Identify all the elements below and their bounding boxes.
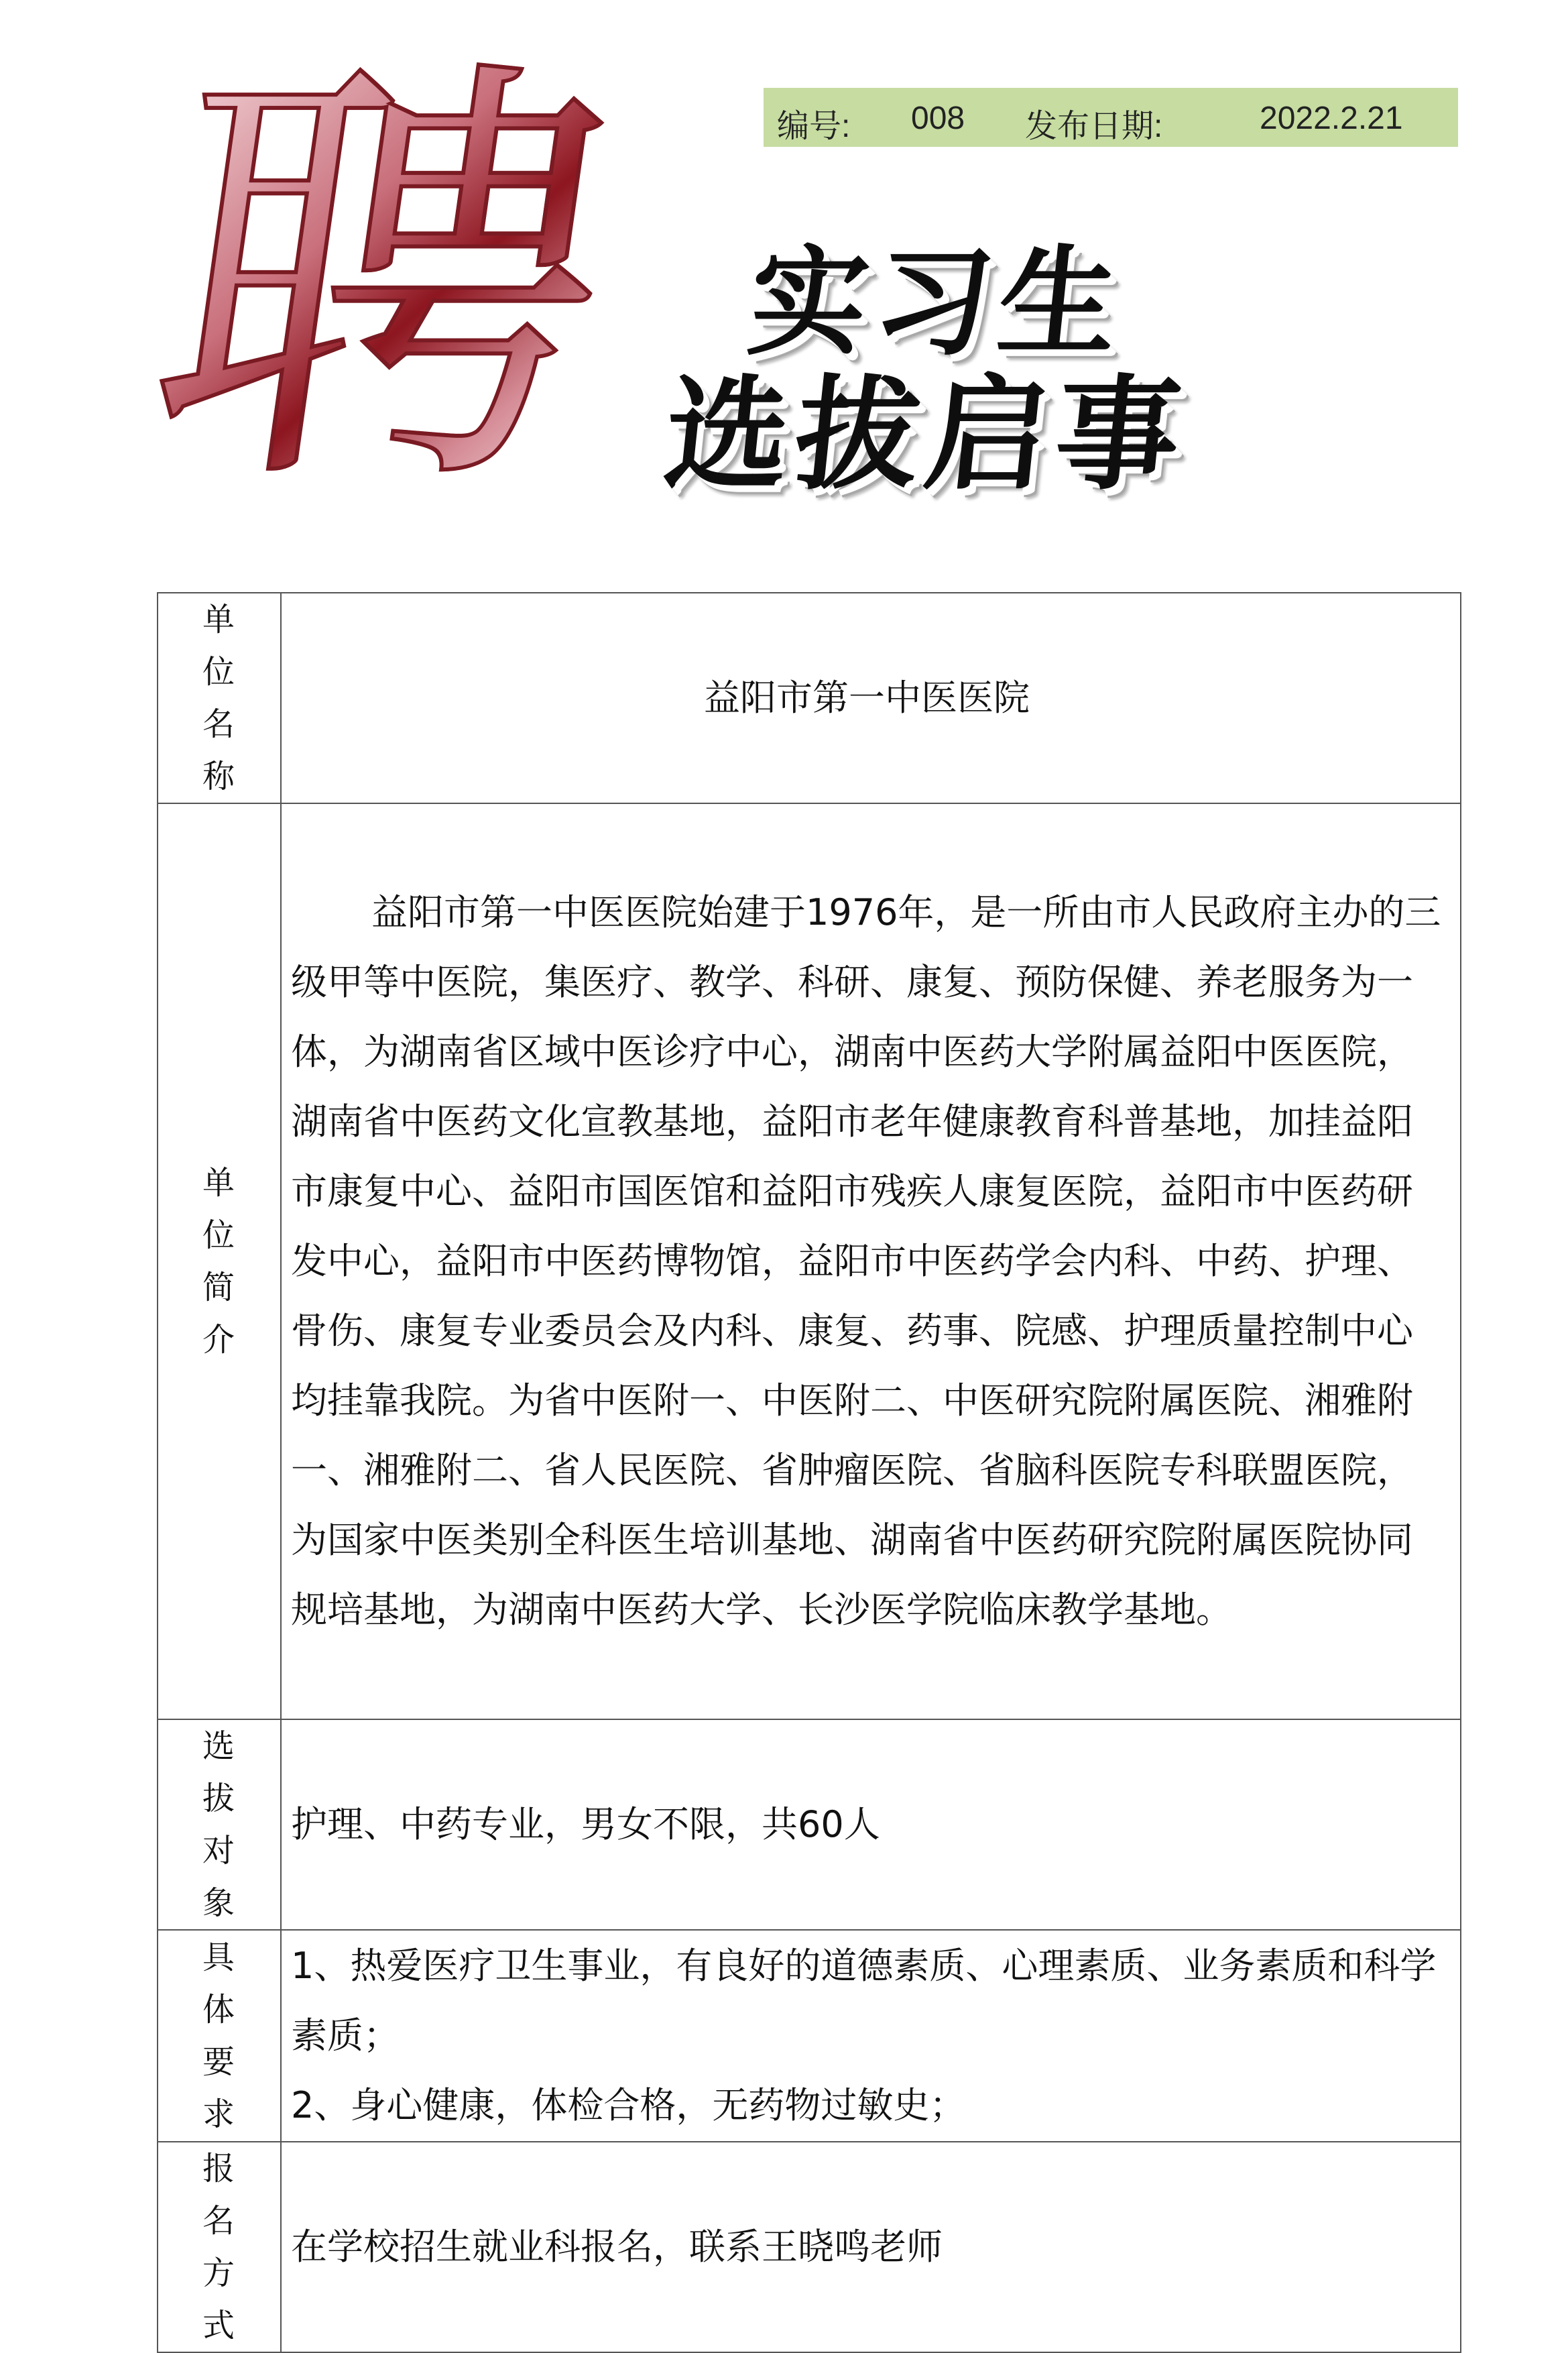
registration-method: 在学校招生就业科报名，联系王晓鸣老师	[281, 2142, 1461, 2352]
row-label: 单位简介	[158, 803, 281, 1719]
unit-introduction: 益阳市第一中医医院始建于1976年，是一所由市人民政府主办的三级甲等中医院，集医疗、教学、科研、康复、预防保健、养老服务为一体，为湖南省区域中医诊疗中心，湖南中医药大学附属益阳中医医院，湖南省中医药文化宣教基地，益阳市老年健康教育科普基地，加挂益阳市康复中心、益阳市国医馆和益阳市残疾人康复医院，益阳市中医药研发中心，益阳市中医药博物馆，益阳市中医药学会内科、中药、护理、骨伤、康复专业委员会及内科、康复、药事、院感、护理质量控制中心均挂靠我院。为省中医附一、中医附二、中医研究院附属医院、湘雅附一、湘雅附二、省人民医院、省肿瘤医院、省脑科医院专科联盟医院，为国家中医类别全科医生培训基地、湖南省中医药研究院附属医院协同规培基地，为湖南中医药大学、长沙医学院临床教学基地。	[281, 803, 1461, 1719]
unit-name: 益阳市第一中医医院	[281, 593, 1461, 803]
recruit-art-character: 聘	[125, 23, 640, 539]
requirement-item: 2、身心健康，体检合格，无药物过敏史；	[291, 2084, 966, 2126]
title-line-2: 选拔启事	[658, 363, 1194, 507]
title-line-1: 实习生	[742, 234, 1132, 371]
table-row	[158, 1930, 1461, 2142]
info-table	[157, 592, 1461, 2353]
selection-target: 护理、中药专业，男女不限，共60人	[281, 1719, 1461, 1930]
table-row	[158, 593, 1461, 803]
row-label: 报名方式	[158, 2142, 281, 2352]
date-value: 2022.2.21	[1260, 101, 1403, 136]
requirements	[281, 1930, 1461, 2142]
row-label: 选拔对象	[158, 1719, 281, 1930]
notice-info-bar	[764, 88, 1458, 147]
requirement-item: 1、热爱医疗卫生事业，有良好的道德素质、心理素质、业务素质和科学素质；	[291, 1945, 1437, 2057]
number-value: 008	[911, 101, 965, 136]
table-row	[158, 1719, 1461, 1930]
row-label: 具体要求	[158, 1930, 281, 2142]
table-row	[158, 2142, 1461, 2352]
date-label: 发布日期:	[1025, 109, 1163, 144]
table-row	[158, 803, 1461, 1719]
number-label: 编号:	[777, 109, 851, 144]
row-label: 单位名称	[158, 593, 281, 803]
